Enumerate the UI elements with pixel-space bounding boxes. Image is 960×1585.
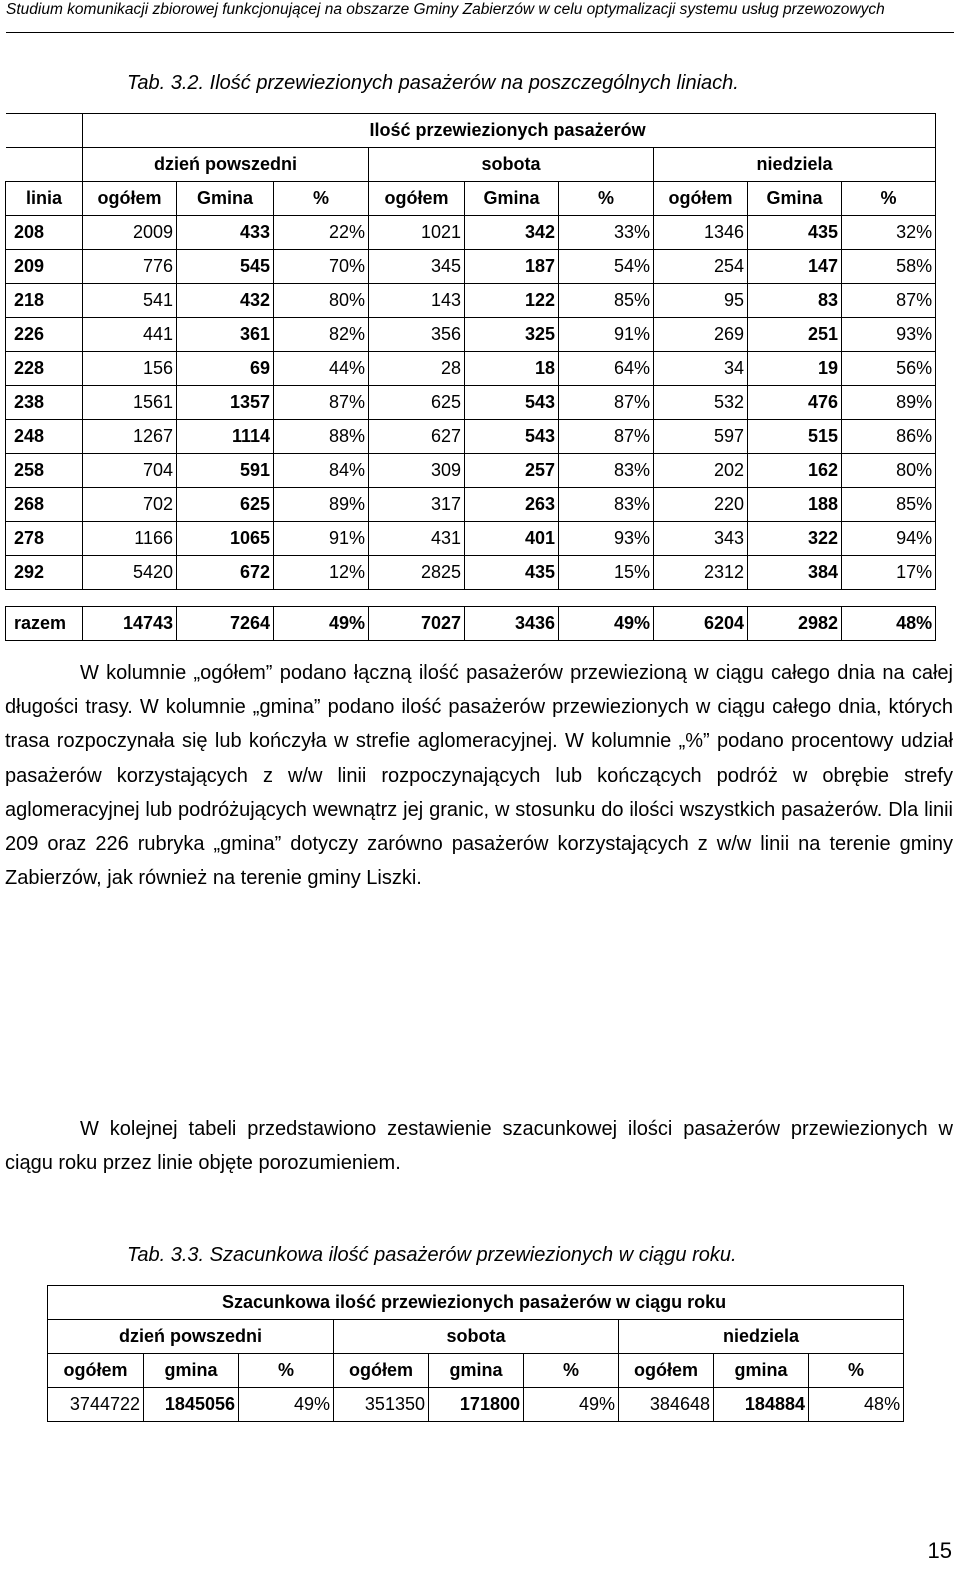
table-cell: 435 xyxy=(748,216,842,250)
table-cell: 48% xyxy=(809,1388,904,1422)
table-cell: 3744722 xyxy=(48,1388,144,1422)
table-cell: 435 xyxy=(465,556,559,590)
table-cell: 545 xyxy=(177,250,274,284)
table-cell: 401 xyxy=(465,522,559,556)
column-header: ogółem xyxy=(654,182,748,216)
table-row xyxy=(6,352,936,386)
table-cell: 251 xyxy=(748,318,842,352)
table-row xyxy=(6,386,936,420)
table-cell: 317 xyxy=(369,488,465,522)
table-row xyxy=(6,556,936,590)
table-cell: 269 xyxy=(654,318,748,352)
table-cell: 44% xyxy=(274,352,369,386)
column-header: % xyxy=(524,1354,619,1388)
table-cell: 432 xyxy=(177,284,274,318)
table2-title: Szacunkowa ilość przewiezionych pasażerów w ciągu roku xyxy=(48,1286,904,1320)
table-cell: 18 xyxy=(465,352,559,386)
table-cell: 188 xyxy=(748,488,842,522)
table-cell: 80% xyxy=(842,454,936,488)
table-cell: 15% xyxy=(559,556,654,590)
column-header: % xyxy=(559,182,654,216)
table-cell: 87% xyxy=(274,386,369,420)
table-cell: 19 xyxy=(748,352,842,386)
table-cell: 343 xyxy=(654,522,748,556)
table-row xyxy=(6,216,936,250)
table-cell: 83 xyxy=(748,284,842,318)
column-header: Gmina xyxy=(465,182,559,216)
table-cell: 543 xyxy=(465,386,559,420)
table-cell: 361 xyxy=(177,318,274,352)
total-cell: 49% xyxy=(559,607,654,641)
table-cell: 91% xyxy=(274,522,369,556)
table-cell: 5420 xyxy=(83,556,177,590)
table-cell: 88% xyxy=(274,420,369,454)
table-cell: 441 xyxy=(83,318,177,352)
table-cell: 515 xyxy=(748,420,842,454)
column-header: % xyxy=(809,1354,904,1388)
passengers-per-line-table xyxy=(5,113,936,641)
table-row xyxy=(6,454,936,488)
table-cell: 384648 xyxy=(619,1388,714,1422)
group-header: sobota xyxy=(334,1320,619,1354)
table-cell: 147 xyxy=(748,250,842,284)
corner-cell xyxy=(6,114,83,148)
table-row xyxy=(6,284,936,318)
table-cell: 87% xyxy=(559,420,654,454)
table-cell: 69 xyxy=(177,352,274,386)
table-row xyxy=(6,488,936,522)
table1-title: Ilość przewiezionych pasażerów xyxy=(83,114,936,148)
group-header: sobota xyxy=(369,148,654,182)
corner-cell xyxy=(6,148,83,182)
line-number-cell: 238 xyxy=(6,386,83,420)
table-cell: 143 xyxy=(369,284,465,318)
table-cell: 184884 xyxy=(714,1388,809,1422)
table-cell: 2009 xyxy=(83,216,177,250)
table-cell: 34 xyxy=(654,352,748,386)
table-cell: 162 xyxy=(748,454,842,488)
table-cell: 87% xyxy=(842,284,936,318)
table-cell: 591 xyxy=(177,454,274,488)
table-cell: 64% xyxy=(559,352,654,386)
explanation-paragraph xyxy=(5,656,953,895)
spacer-row xyxy=(6,590,936,607)
total-cell: 14743 xyxy=(83,607,177,641)
table-cell: 254 xyxy=(654,250,748,284)
table-cell: 532 xyxy=(654,386,748,420)
group-header: niedziela xyxy=(619,1320,904,1354)
table-cell: 49% xyxy=(524,1388,619,1422)
table-cell: 2312 xyxy=(654,556,748,590)
total-cell: 7264 xyxy=(177,607,274,641)
table-cell: 597 xyxy=(654,420,748,454)
table-cell: 1065 xyxy=(177,522,274,556)
table-cell: 220 xyxy=(654,488,748,522)
column-header: ogółem xyxy=(619,1354,714,1388)
table-cell: 627 xyxy=(369,420,465,454)
table-cell: 122 xyxy=(465,284,559,318)
table-cell: 1561 xyxy=(83,386,177,420)
table-cell: 187 xyxy=(465,250,559,284)
table-cell: 171800 xyxy=(429,1388,524,1422)
table-cell: 85% xyxy=(559,284,654,318)
paragraph-2: W kolejnej tabeli przedstawiono zestawienie szacunkowej ilości pasażerów przewiezionych w ciągu roku przez linie objęte porozumieniem. xyxy=(5,1118,953,1175)
table-cell: 56% xyxy=(842,352,936,386)
table2-caption: Tab. 3.3. Szacunkowa ilość pasażerów przewiezionych w ciągu roku. xyxy=(127,1244,737,1266)
table-cell: 356 xyxy=(369,318,465,352)
table1-caption: Tab. 3.2. Ilość przewiezionych pasażerów na poszczególnych liniach. xyxy=(127,72,739,94)
table-cell: 476 xyxy=(748,386,842,420)
table-cell: 704 xyxy=(83,454,177,488)
table-cell: 22% xyxy=(274,216,369,250)
table-cell: 1346 xyxy=(654,216,748,250)
line-number-cell: 228 xyxy=(6,352,83,386)
table-cell: 49% xyxy=(239,1388,334,1422)
column-header: ogółem xyxy=(83,182,177,216)
table-cell: 309 xyxy=(369,454,465,488)
group-header: dzień powszedni xyxy=(48,1320,334,1354)
column-header: ogółem xyxy=(334,1354,429,1388)
table-row xyxy=(6,420,936,454)
table-cell: 342 xyxy=(465,216,559,250)
table-cell: 95 xyxy=(654,284,748,318)
annual-estimate-table xyxy=(47,1285,904,1422)
table-cell: 2825 xyxy=(369,556,465,590)
line-number-cell: 268 xyxy=(6,488,83,522)
table-cell: 351350 xyxy=(334,1388,429,1422)
total-cell: 3436 xyxy=(465,607,559,641)
line-number-cell: 218 xyxy=(6,284,83,318)
table-cell: 625 xyxy=(177,488,274,522)
table-cell: 91% xyxy=(559,318,654,352)
total-label-cell: razem xyxy=(6,607,83,641)
table-cell: 325 xyxy=(465,318,559,352)
table-cell: 17% xyxy=(842,556,936,590)
table-cell: 58% xyxy=(842,250,936,284)
table-cell: 80% xyxy=(274,284,369,318)
values-row xyxy=(48,1388,904,1422)
table-cell: 1114 xyxy=(177,420,274,454)
table-cell: 87% xyxy=(559,386,654,420)
column-header: Gmina xyxy=(177,182,274,216)
table-cell: 83% xyxy=(559,488,654,522)
table-row xyxy=(6,318,936,352)
table-cell: 156 xyxy=(83,352,177,386)
total-cell: 2982 xyxy=(748,607,842,641)
line-number-cell: 209 xyxy=(6,250,83,284)
table-cell: 93% xyxy=(559,522,654,556)
column-header: ogółem xyxy=(48,1354,144,1388)
table-cell: 33% xyxy=(559,216,654,250)
table-cell: 1021 xyxy=(369,216,465,250)
table-cell: 12% xyxy=(274,556,369,590)
table-cell: 86% xyxy=(842,420,936,454)
column-header: gmina xyxy=(429,1354,524,1388)
table-row xyxy=(6,522,936,556)
column-header: ogółem xyxy=(369,182,465,216)
table-cell: 1845056 xyxy=(144,1388,239,1422)
table-cell: 1166 xyxy=(83,522,177,556)
table-cell: 1357 xyxy=(177,386,274,420)
total-row xyxy=(6,607,936,641)
table-cell: 263 xyxy=(465,488,559,522)
paragraph-1: W kolumnie „ogółem” podano łączną ilość pasażerów przewiezioną w ciągu całego dnia na całej długości trasy. W kolumnie „gmina” podano ilość pasażerów przewiezionych w ciągu całego dnia, których trasa rozpoczynała się lub kończyła w strefie aglomeracyjnej. W kolumnie „%” podano procentowy udział pasażerów korzystających z w/w linii rozpoczynających lub kończących podróż w obrębie strefy aglomeracyjnej lub podróżujących wewnątrz jej granic, w stosunku do ilości wszystkich pasażerów. Dla linii 209 oraz 226 rubryka „gmina” dotyczy zarówno pasażerów korzystających z w/w linii na terenie gminy Zabierzów, jak również na terenie gminy Liszki. xyxy=(5,662,953,890)
column-header: % xyxy=(842,182,936,216)
line-number-cell: 292 xyxy=(6,556,83,590)
total-cell: 49% xyxy=(274,607,369,641)
table-cell: 672 xyxy=(177,556,274,590)
line-number-cell: 248 xyxy=(6,420,83,454)
page-number: 15 xyxy=(927,1538,952,1563)
table-cell: 1267 xyxy=(83,420,177,454)
table-cell: 89% xyxy=(274,488,369,522)
column-header: % xyxy=(274,182,369,216)
intro-paragraph xyxy=(5,1112,953,1180)
table-cell: 543 xyxy=(465,420,559,454)
table-cell: 28 xyxy=(369,352,465,386)
table-cell: 345 xyxy=(369,250,465,284)
table-cell: 84% xyxy=(274,454,369,488)
table-cell: 384 xyxy=(748,556,842,590)
total-cell: 7027 xyxy=(369,607,465,641)
linia-header: linia xyxy=(6,182,83,216)
table-cell: 82% xyxy=(274,318,369,352)
table-cell: 431 xyxy=(369,522,465,556)
table-cell: 89% xyxy=(842,386,936,420)
total-cell: 6204 xyxy=(654,607,748,641)
table-cell: 202 xyxy=(654,454,748,488)
column-header: gmina xyxy=(144,1354,239,1388)
table-cell: 776 xyxy=(83,250,177,284)
running-title: Studium komunikacji zbiorowej funkcjonującej na obszarze Gminy Zabierzów w celu optymalizacji systemu usług przewozowych xyxy=(6,1,885,18)
table-cell: 83% xyxy=(559,454,654,488)
table-row xyxy=(6,250,936,284)
total-cell: 48% xyxy=(842,607,936,641)
line-number-cell: 208 xyxy=(6,216,83,250)
line-number-cell: 258 xyxy=(6,454,83,488)
column-header: Gmina xyxy=(748,182,842,216)
table-cell: 433 xyxy=(177,216,274,250)
column-header: gmina xyxy=(714,1354,809,1388)
table-cell: 93% xyxy=(842,318,936,352)
table-cell: 54% xyxy=(559,250,654,284)
table-cell: 702 xyxy=(83,488,177,522)
group-header: niedziela xyxy=(654,148,936,182)
line-number-cell: 226 xyxy=(6,318,83,352)
table-cell: 85% xyxy=(842,488,936,522)
column-header: % xyxy=(239,1354,334,1388)
table-cell: 541 xyxy=(83,284,177,318)
table-cell: 32% xyxy=(842,216,936,250)
table-cell: 70% xyxy=(274,250,369,284)
running-header xyxy=(6,0,954,33)
line-number-cell: 278 xyxy=(6,522,83,556)
table-cell: 322 xyxy=(748,522,842,556)
table-cell: 94% xyxy=(842,522,936,556)
table-cell: 625 xyxy=(369,386,465,420)
group-header: dzień powszedni xyxy=(83,148,369,182)
table-cell: 257 xyxy=(465,454,559,488)
